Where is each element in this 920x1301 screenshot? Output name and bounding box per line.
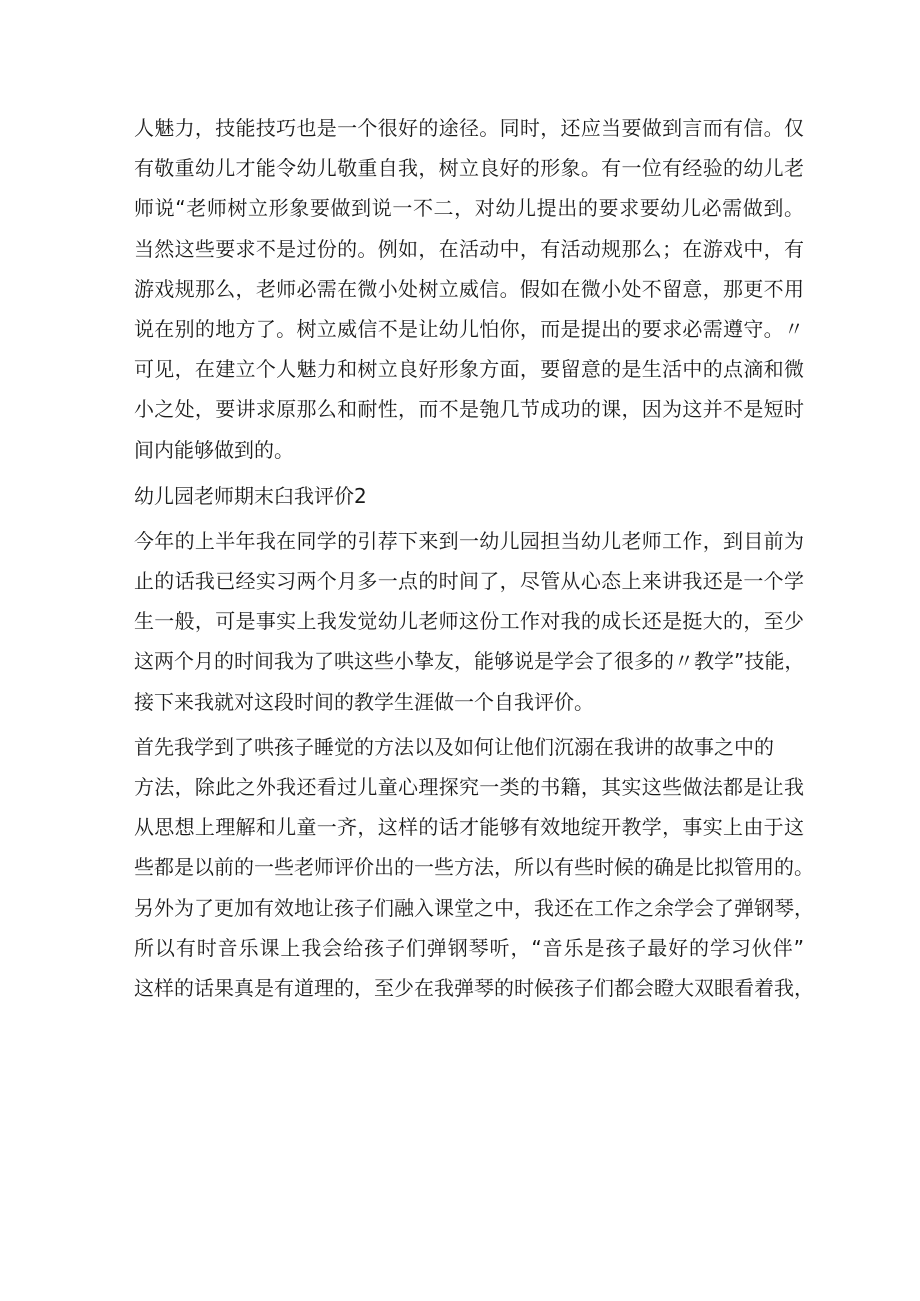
text-line: 这两个月的时间我为了哄这些小挚友，能够说是学会了很多的〃教学”技能， bbox=[134, 649, 805, 674]
text-line: 游戏规那么，老师必需在微小处树立威信。假如在微小处不留意，那更不用 bbox=[134, 276, 804, 301]
text-line: 首先我学到了哄孩子睡觉的方法以及如何让他们沉溺在我讲的故事之中的 bbox=[134, 734, 774, 759]
text-line: 今年的上半年我在同学的引荐下来到一幼儿园担当幼儿老师工作，到目前为 bbox=[134, 528, 804, 553]
text-line: 另外为了更加有效地让孩子们融入课堂之中，我还在工作之余学会了弹钢琴， bbox=[134, 895, 814, 920]
text-line: 可见，在建立个人魅力和树立良好形象方面，要留意的是生活中的点滴和微 bbox=[134, 357, 804, 382]
text-line: 从思想上理解和儿童一齐，这样的话才能够有效地绽开教学，事实上由于这 bbox=[134, 815, 804, 840]
document-body bbox=[134, 108, 814, 1008]
text-line: 小之处，要讲求原那么和耐性，而不是匏几节成功的课，因为这并不是短时 bbox=[134, 397, 804, 422]
paragraph-section-2 bbox=[134, 521, 804, 722]
section-heading: 幼儿园老师期末臼我评价2 bbox=[134, 483, 367, 508]
text-line: 方法，除此之外我还看过儿童心理探究一类的书籍，其实这些做法都是让我 bbox=[134, 775, 804, 799]
text-line: 止的话我已经实习两个月多一点的时间了，尽管从心态上来讲我还是一个学 bbox=[134, 569, 804, 594]
paragraph-section-3 bbox=[134, 727, 814, 1008]
text-line: 生一般，可是事实上我发觉幼儿老师这份工作对我的成长还是挺大的，至少 bbox=[134, 609, 804, 634]
paragraph-section-1 bbox=[134, 108, 804, 470]
text-line: 所以有时音乐课上我会给孩子们弹钢琴听，“音乐是孩子最好的学习伙伴” bbox=[134, 935, 804, 960]
text-line: 间内能够做到的。 bbox=[134, 437, 294, 462]
text-line: 说在别的地方了。树立威信不是让幼儿怕你，而是提出的要求必需遵守。〃 bbox=[134, 316, 804, 341]
text-line: 师说“老师树立形象要做到说一不二，对幼儿提出的要求要幼儿必需做到。 bbox=[134, 196, 804, 221]
text-line: 当然这些要求不是过份的。例如，在活动中，有活动规那么；在游戏中，有 bbox=[134, 236, 804, 261]
text-line: 些都是以前的一些老师评价出的一些方法，所以有些时候的确是比拟管用的。 bbox=[134, 855, 814, 880]
text-line: 人魅力，技能技巧也是一个很好的途径。同时，还应当要做到言而有信。仅 bbox=[134, 116, 804, 140]
text-line: 接下来我就对这段时间的教学生涯做一个自我评价。 bbox=[134, 689, 594, 714]
text-line: 有敬重幼儿才能令幼儿敬重自我，树立良好的形象。有一位有经验的幼儿老 bbox=[134, 156, 804, 181]
text-line: 这样的话果真是有道理的，至少在我弹琴的时候孩子们都会瞪大双眼看着我， bbox=[134, 975, 814, 1000]
